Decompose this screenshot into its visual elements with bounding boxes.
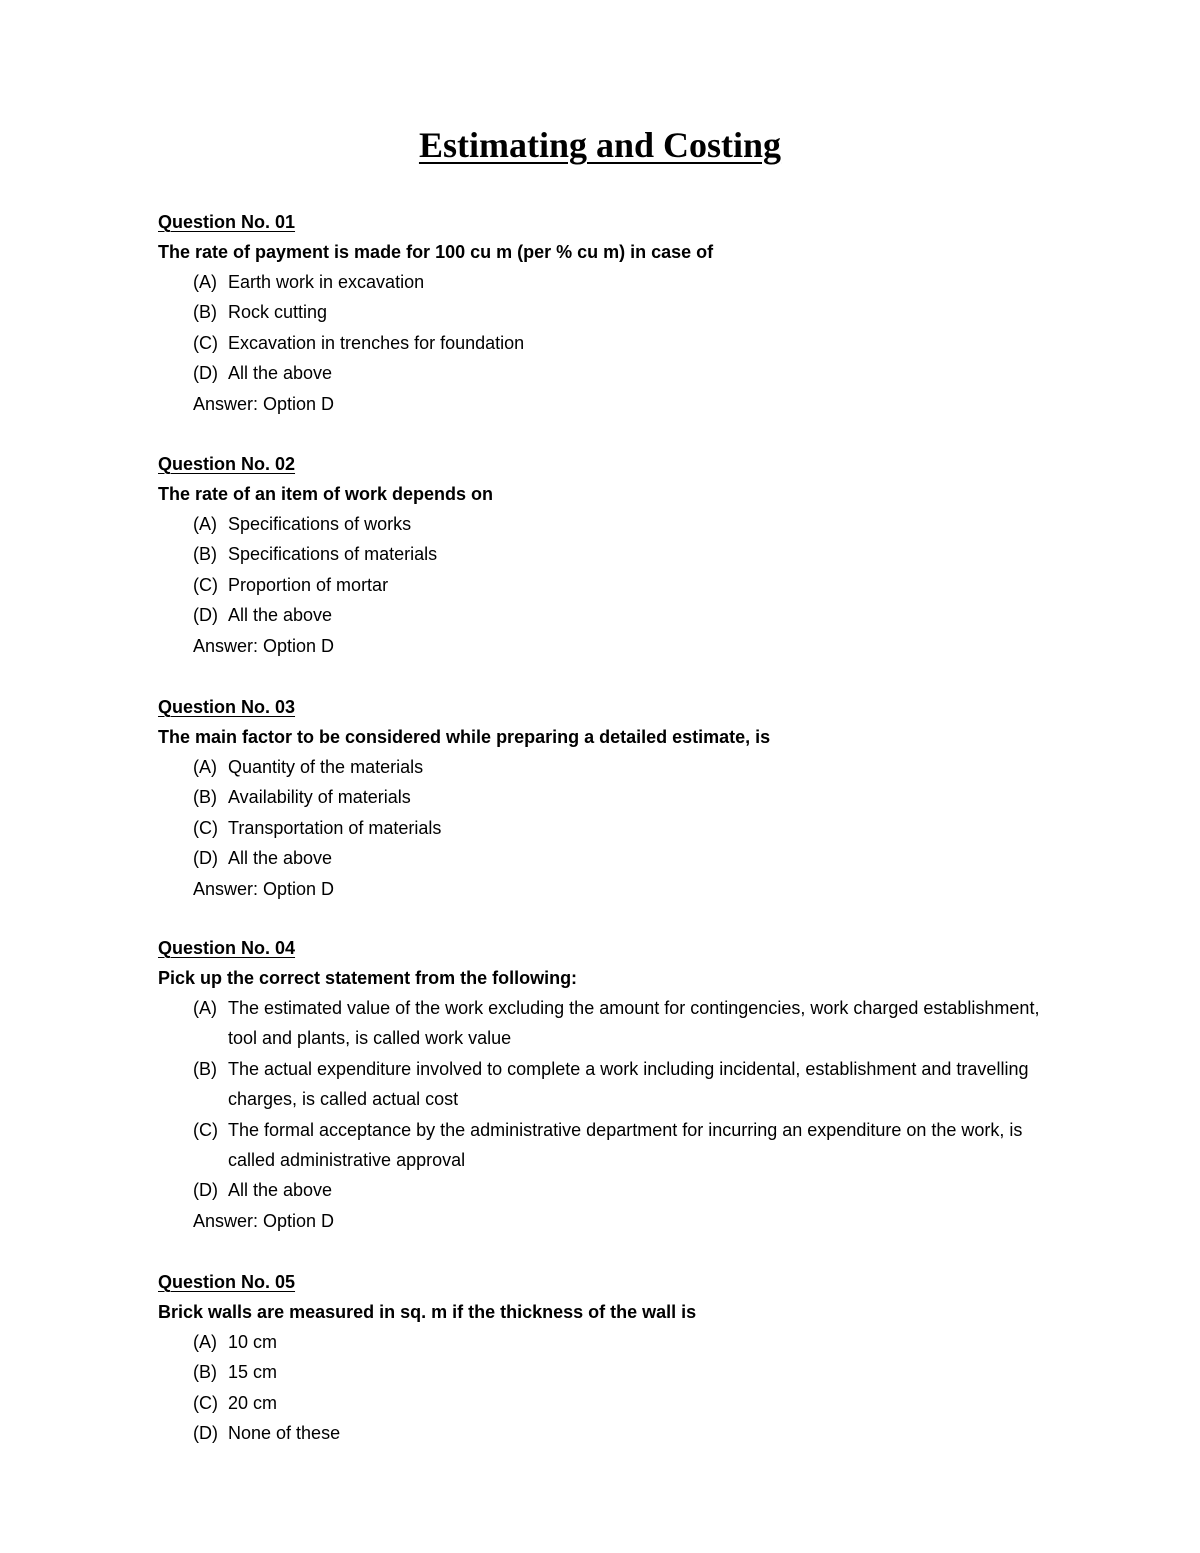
- option-letter: (A): [193, 1332, 217, 1352]
- option-letter: (B): [193, 1058, 217, 1079]
- option-letter: (A): [193, 757, 217, 777]
- option-b: [158, 297, 1058, 327]
- option-c: [158, 1115, 1058, 1176]
- option-list: [158, 509, 1058, 631]
- option-letter: (D): [193, 605, 218, 626]
- option-text: 10 cm: [228, 1332, 278, 1352]
- answer-text: Answer: Option D: [193, 878, 335, 899]
- option-text: Specifications of works: [228, 514, 412, 534]
- option-a: [158, 509, 1058, 539]
- question-text: The rate of payment is made for 100 cu m (per % cu m) in case of: [158, 242, 714, 262]
- question-2: [158, 449, 1058, 661]
- option-list: [158, 752, 1058, 874]
- option-letter: (D): [193, 1180, 218, 1201]
- option-c: [158, 813, 1058, 843]
- question-heading: Question No. 01: [158, 212, 296, 232]
- question-heading: Question No. 04: [158, 938, 296, 958]
- option-d: [158, 358, 1058, 388]
- option-list: [158, 993, 1058, 1206]
- option-text: Specifications of materials: [228, 544, 438, 565]
- option-text: Rock cutting: [228, 302, 328, 323]
- option-c: [158, 328, 1058, 358]
- answer-text: Answer: Option D: [193, 635, 335, 656]
- option-text: The estimated value of the work excluding the amount for contingencies, work charged establishment, tool and plants, is called work value: [228, 998, 1040, 1049]
- option-text: 20 cm: [228, 1392, 278, 1413]
- option-text: Quantity of the materials: [228, 757, 424, 777]
- option-text: Availability of materials: [228, 787, 411, 808]
- option-text: Proportion of mortar: [228, 574, 389, 595]
- option-text: The actual expenditure involved to complete a work including incidental, establishment and travelling charges, is called actual cost: [228, 1058, 1029, 1110]
- option-a: [158, 993, 1058, 1054]
- option-letter: (B): [193, 787, 217, 808]
- option-text: Earth work in excavation: [228, 272, 425, 292]
- option-a: [158, 752, 1058, 782]
- option-c: [158, 570, 1058, 600]
- question-5: [158, 1267, 1058, 1449]
- option-text: None of these: [228, 1423, 341, 1444]
- option-letter: (C): [193, 817, 218, 838]
- question-heading: Question No. 02: [158, 454, 296, 474]
- option-letter: (D): [193, 363, 218, 384]
- option-b: [158, 1357, 1058, 1387]
- option-letter: (A): [193, 514, 217, 534]
- option-text: Excavation in trenches for foundation: [228, 332, 525, 353]
- option-d: [158, 1175, 1058, 1205]
- option-b: [158, 1054, 1058, 1115]
- option-letter: (C): [193, 1119, 218, 1140]
- page-title: Estimating and Costing: [418, 125, 782, 166]
- option-text: 15 cm: [228, 1362, 278, 1383]
- answer-text: Answer: Option D: [193, 393, 335, 414]
- question-text: The main factor to be considered while preparing a detailed estimate, is: [158, 727, 771, 747]
- option-a: [158, 1327, 1058, 1357]
- option-d: [158, 600, 1058, 630]
- option-text: Transportation of materials: [228, 817, 442, 838]
- answer-text: Answer: Option D: [193, 1210, 335, 1231]
- question-heading: Question No. 03: [158, 697, 296, 717]
- option-letter: (C): [193, 574, 218, 595]
- question-4: [158, 933, 1058, 1236]
- option-letter: (D): [193, 848, 218, 869]
- option-b: [158, 782, 1058, 812]
- option-letter: (B): [193, 302, 217, 323]
- question-1: [158, 207, 1058, 419]
- option-c: [158, 1388, 1058, 1418]
- option-b: [158, 539, 1058, 569]
- option-letter: (C): [193, 332, 218, 353]
- option-text: All the above: [228, 1180, 333, 1201]
- option-letter: (B): [193, 1362, 217, 1383]
- option-text: The formal acceptance by the administrative department for incurring an expenditure on the work, is called administrative approval: [228, 1119, 1023, 1171]
- question-text: Pick up the correct statement from the following:: [158, 968, 578, 988]
- question-text: The rate of an item of work depends on: [158, 484, 494, 504]
- option-text: All the above: [228, 605, 333, 626]
- option-text: All the above: [228, 363, 333, 384]
- question-heading: Question No. 05: [158, 1272, 296, 1292]
- option-d: [158, 843, 1058, 873]
- question-text: Brick walls are measured in sq. m if the thickness of the wall is: [158, 1302, 697, 1322]
- option-a: [158, 267, 1058, 297]
- option-text: All the above: [228, 848, 333, 869]
- option-letter: (A): [193, 998, 217, 1018]
- option-letter: (C): [193, 1392, 218, 1413]
- option-list: [158, 1327, 1058, 1449]
- option-letter: (B): [193, 544, 217, 565]
- question-3: [158, 692, 1058, 904]
- option-letter: (A): [193, 272, 217, 292]
- option-d: [158, 1418, 1058, 1448]
- option-letter: (D): [193, 1423, 218, 1444]
- option-list: [158, 267, 1058, 389]
